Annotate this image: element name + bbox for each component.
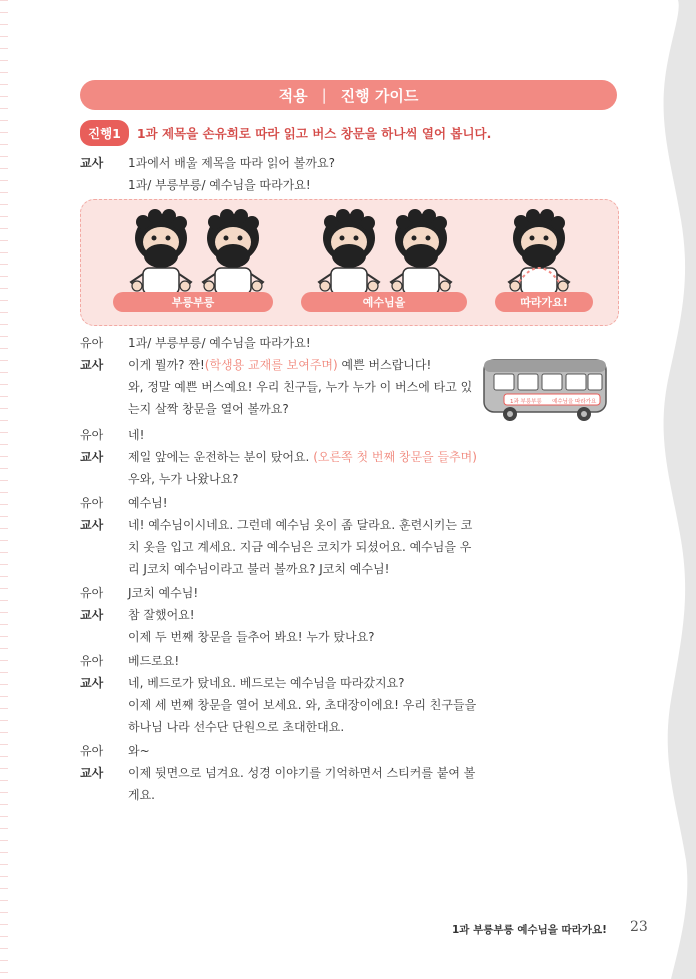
- section-name: 적용: [278, 86, 308, 105]
- text-part: 예쁜 버스랍니다!: [337, 358, 432, 372]
- speaker-label: 교사: [80, 156, 104, 170]
- speaker-label: 교사: [80, 450, 104, 464]
- dialogue-text: 리 J코치 예수님이라고 불러 볼까요? J코치 예수님!: [128, 562, 390, 576]
- dialogue-text: 이제 뒷면으로 넘겨요. 성경 이야기를 기억하면서 스티커를 붙여 볼: [128, 766, 476, 780]
- dialogue-text: 는지 살짝 창문을 열어 볼까요?: [128, 402, 289, 416]
- hand-play-illustration: [80, 199, 619, 326]
- title-separator: |: [321, 86, 327, 104]
- dialogue-line: [80, 424, 480, 446]
- dialogue-text: 하나님 나라 선수단 단원으로 초대한대요.: [128, 720, 345, 734]
- dialogue-text: 우와, 누가 나왔나요?: [128, 472, 239, 486]
- stage-direction: (오른쪽 첫 번째 창문을 들추며): [313, 450, 477, 464]
- section-title-bar: [80, 80, 617, 110]
- footer-title: 1과 부릉부릉 예수님을 따라가요!: [452, 924, 607, 936]
- dialogue-text: [128, 354, 480, 376]
- dialogue-line: [80, 446, 490, 490]
- speaker-label: 교사: [80, 676, 104, 690]
- text-part: 이게 뭘까? 짠!: [128, 358, 205, 372]
- dialogue-text: 게요.: [128, 788, 155, 802]
- dialogue-line: [80, 152, 480, 196]
- label-pill-1: 부릉부릉: [113, 292, 273, 312]
- dialogue-line: [80, 492, 480, 514]
- speaker-label: 유아: [80, 654, 104, 668]
- speaker-label: 유아: [80, 428, 104, 442]
- bus-illustration: [480, 354, 616, 426]
- dialogue-line: [80, 650, 480, 672]
- dialogue-text: 이제 두 번째 창문을 들추어 봐요! 누가 탔나요?: [128, 630, 375, 644]
- dialogue-text: 와, 정말 예쁜 버스예요! 우리 친구들, 누가 누가 이 버스에 타고 있: [128, 380, 473, 394]
- dialogue-line: [80, 604, 480, 648]
- dialogue-text: 네! 예수님이시네요. 그런데 예수님 옷이 좀 달라요. 훈련시키는 코: [128, 518, 473, 532]
- guide-title: 진행 가이드: [340, 86, 419, 105]
- speaker-label: 유아: [80, 744, 104, 758]
- dialogue-text: 베드로요!: [128, 654, 180, 668]
- dialogue-line: [80, 332, 480, 354]
- dialogue-text: 와~: [128, 744, 150, 758]
- dialogue-line: [80, 740, 480, 762]
- stage-direction: (학생용 교재를 보여주며): [204, 358, 338, 372]
- label-pill-3: 따라가요!: [495, 292, 593, 312]
- speaker-label: 유아: [80, 336, 104, 350]
- speaker-label: 교사: [80, 608, 104, 622]
- speaker-label: 교사: [80, 518, 104, 532]
- bus-sign: 1과 부릉부릉: [510, 399, 542, 405]
- speaker-label: 유아: [80, 496, 104, 510]
- dialogue-text: [128, 446, 490, 468]
- speaker-label: 교사: [80, 766, 104, 780]
- dialogue-line: [80, 762, 482, 806]
- dialogue-text: 1과/ 부릉부릉/ 예수님을 따라가요!: [128, 336, 311, 350]
- speaker-label: 유아: [80, 586, 104, 600]
- dialogue-text: 네, 베드로가 탔네요. 베드로는 예수님을 따라갔지요?: [128, 676, 405, 690]
- dialogue-text: 치 옷을 입고 계세요. 지금 예수님은 코치가 되셨어요. 예수님을 우: [128, 540, 472, 554]
- dialogue-line: [80, 672, 482, 738]
- dialogue-text: J코치 예수님!: [128, 586, 199, 600]
- bus-route: 예수님을 따라가요: [552, 399, 597, 405]
- dialogue-line: [80, 514, 482, 580]
- step-instruction: [80, 120, 491, 146]
- dialogue-line: [80, 582, 480, 604]
- dialogue-text: 1과에서 배울 제목을 따라 읽어 볼까요?: [128, 156, 335, 170]
- dialogue-text: 참 잘했어요!: [128, 608, 195, 622]
- step-text: 1과 제목을 손유희로 따라 읽고 버스 창문을 하나씩 열어 봅니다.: [136, 126, 492, 141]
- dialogue-text: 이제 세 번째 창문을 열어 보세요. 와, 초대장이에요! 우리 친구들을: [128, 698, 477, 712]
- dialogue-text: 예수님!: [128, 496, 168, 510]
- page-number: 23: [630, 919, 648, 935]
- dialogue-text: 1과/ 부릉부릉/ 예수님을 따라가요!: [128, 178, 311, 192]
- step-badge: 진행1: [80, 120, 129, 146]
- dialogue-text: 네!: [128, 428, 145, 442]
- text-part: 제일 앞에는 운전하는 분이 탔어요.: [128, 450, 314, 464]
- speaker-label: 교사: [80, 358, 104, 372]
- label-pill-2: 예수님을: [301, 292, 467, 312]
- dialogue-line: [80, 354, 480, 420]
